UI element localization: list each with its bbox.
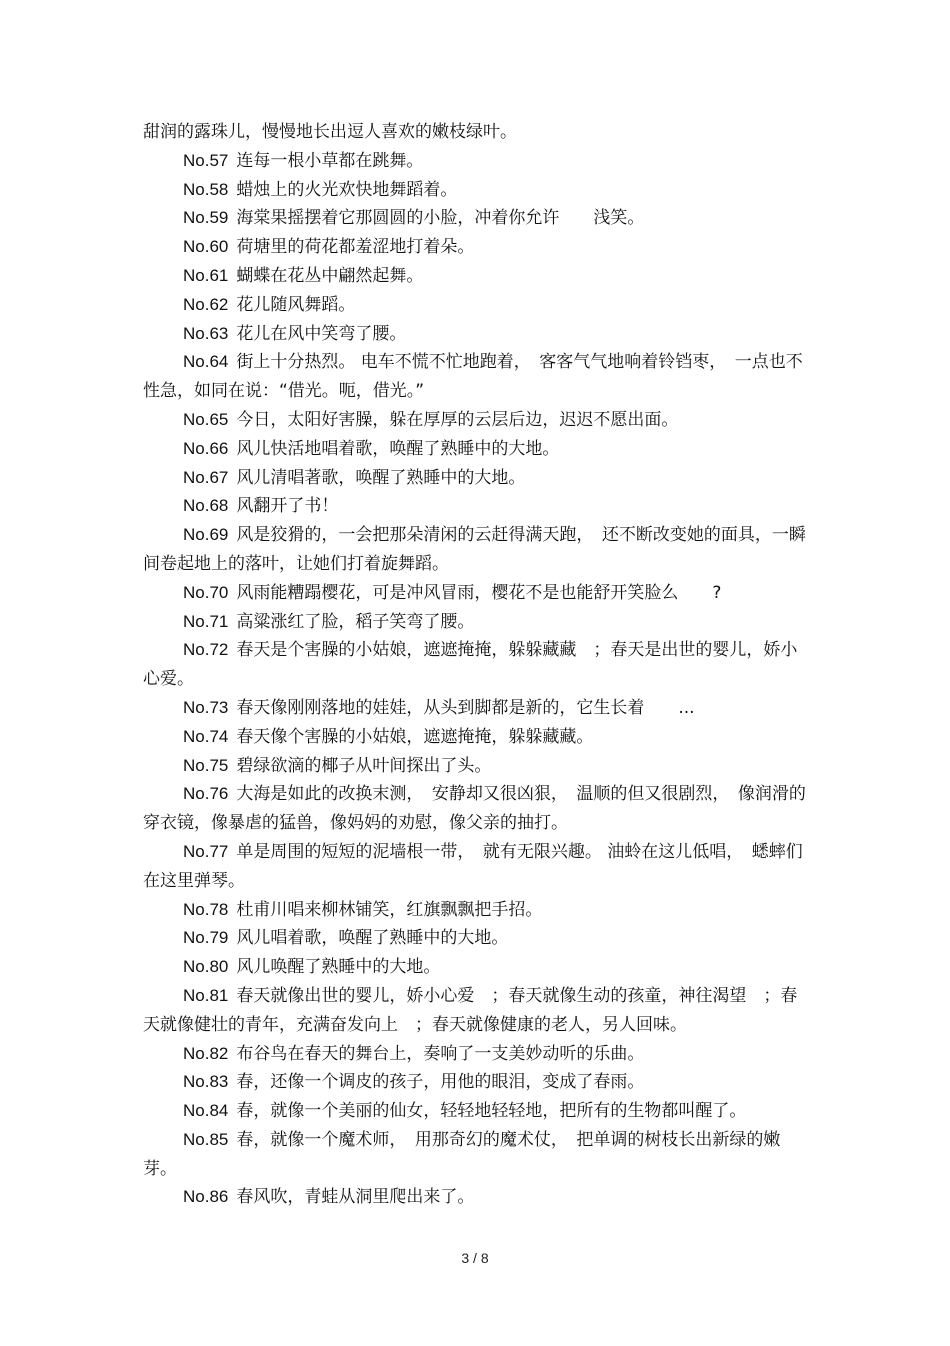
entry-number: No.63 [183, 323, 229, 343]
entry-number: No.77 [183, 841, 229, 861]
entry-text: 碧绿欲滴的椰子从叶间探出了头。 [236, 755, 492, 776]
list-item [143, 752, 813, 781]
entry-text: 风儿清唱著歌，唤醒了熟睡中的大地。 [236, 467, 526, 488]
list-item [143, 953, 813, 982]
list-item [143, 838, 813, 896]
entry-text: 风儿唤醒了熟睡中的大地。 [236, 957, 441, 978]
entry-number: No.64 [183, 352, 229, 372]
entry-text: 风翻开了书！ [236, 496, 339, 517]
entry-text: 布谷鸟在春天的舞台上，奏响了一支美妙动听的乐曲。 [236, 1043, 645, 1064]
page-number: 3 / 8 [461, 1250, 489, 1266]
list-item [143, 262, 813, 291]
entry-number: No.81 [183, 985, 229, 1005]
list-item [143, 723, 813, 752]
entry-number: No.82 [183, 1043, 229, 1063]
entry-number: No.83 [183, 1072, 229, 1092]
entry-number: No.76 [183, 784, 229, 804]
entry-text: 高粱涨红了脸，稻子笑弯了腰。 [236, 611, 475, 632]
list-item [143, 1040, 813, 1069]
entry-text: 荷塘里的荷花都羞涩地打着朵。 [236, 237, 475, 258]
entry-text: 风是狡猾的，一会把那朵清闲的云赶得满天跑， 还不断改变她的面具，一瞬间卷起地上的落叶，让她们打着旋舞蹈。 [143, 525, 806, 574]
list-item [143, 233, 813, 262]
list-item [143, 1126, 813, 1184]
entry-number: No.72 [183, 640, 229, 660]
entry-text: 花儿在风中笑弯了腰。 [236, 323, 407, 344]
entry-number: No.85 [183, 1129, 229, 1149]
list-item [143, 204, 813, 233]
entry-number: No.66 [183, 438, 229, 458]
list-item [143, 406, 813, 435]
entry-text: 蜡烛上的火光欢快地舞蹈着。 [236, 179, 458, 200]
entry-number: No.86 [183, 1187, 229, 1207]
lead-line: 甜润的露珠儿，慢慢地长出逗人喜欢的嫩枝绿叶。 [143, 122, 517, 142]
entry-number: No.84 [183, 1101, 229, 1121]
entry-text: 春风吹，青蛙从洞里爬出来了。 [236, 1187, 475, 1208]
list-item [143, 291, 813, 320]
entry-text: 风儿快活地唱着歌，唤醒了熟睡中的大地。 [236, 438, 560, 459]
entry-text: 杜甫川唱来柳林铺笑，红旗飘飘把手招。 [236, 899, 543, 920]
entry-number: No.79 [183, 928, 229, 948]
list-item [143, 348, 813, 406]
list-item [143, 636, 813, 694]
entry-text: 春天就像出世的婴儿，娇小心爱 ；春天就像生动的孩童，神往渴望 ；春天就像健壮的青年，充满奋发向上 ；春天就像健康的老人，另人回味。 [143, 985, 798, 1035]
entry-number: No.80 [183, 957, 229, 977]
document-body [143, 118, 813, 1212]
entry-number: No.67 [183, 467, 229, 487]
entry-number: No.73 [183, 697, 229, 717]
entry-text: 春天像个害臊的小姑娘，遮遮掩掩，躲躲藏藏。 [236, 726, 594, 747]
entry-text: 连每一根小草都在跳舞。 [236, 150, 424, 171]
list-item [143, 579, 813, 608]
entry-text: 春天像刚刚落地的娃娃，从头到脚都是新的，它生长着 ... [236, 697, 695, 718]
entry-text: 风雨能糟蹋樱花，可是冲风冒雨，樱花不是也能舒开笑脸么 ? [236, 582, 722, 603]
entry-number: No.71 [183, 611, 229, 631]
entry-text: 大海是如此的改换末测， 安静却又很凶狠， 温顺的但又很剧烈， 像润滑的穿衣镜，像暴虐的猛兽，像妈妈的劝慰，像父亲的抽打。 [143, 784, 806, 834]
entry-list [143, 147, 813, 1212]
list-item [143, 924, 813, 953]
list-item [143, 435, 813, 464]
entry-text: 花儿随风舞蹈。 [236, 294, 356, 315]
entry-number: No.62 [183, 294, 229, 314]
entry-number: No.58 [183, 179, 229, 199]
entry-text: 蝴蝶在花丛中翩然起舞。 [236, 265, 424, 286]
list-item [143, 608, 813, 637]
list-item [143, 982, 813, 1040]
list-item [143, 896, 813, 925]
list-item [143, 1183, 813, 1212]
entry-number: No.61 [183, 265, 229, 285]
entry-number: No.59 [183, 208, 229, 228]
entry-number: No.60 [183, 237, 229, 257]
entry-text: 春，就像一个魔术师， 用那奇幻的魔术仗， 把单调的树枝长出新绿的嫩芽。 [143, 1129, 781, 1179]
entry-text: 海棠果摇摆着它那圆圆的小脸，冲着你允许 浅笑。 [236, 208, 645, 229]
list-item [143, 176, 813, 205]
entry-text: 街上十分热烈。 电车不慌不忙地跑着， 客客气气地响着铃铛枣， 一点也不性急，如同在说：“借光。呃，借光。” [143, 352, 803, 402]
list-item [143, 694, 813, 723]
entry-text: 风儿唱着歌，唤醒了熟睡中的大地。 [236, 928, 509, 949]
list-item [143, 1097, 813, 1126]
entry-text: 春，就像一个美丽的仙女，轻轻地轻轻地，把所有的生物都叫醒了。 [236, 1101, 747, 1122]
list-item [143, 780, 813, 838]
entry-number: No.75 [183, 755, 229, 775]
entry-number: No.57 [183, 150, 229, 170]
list-item [143, 147, 813, 176]
list-item [143, 1068, 813, 1097]
entry-number: No.78 [183, 899, 229, 919]
entry-number: No.68 [183, 496, 229, 516]
entry-number: No.70 [183, 582, 229, 602]
list-item [143, 464, 813, 493]
entry-text: 今日，太阳好害臊，躲在厚厚的云层后边，迟迟不愿出面。 [236, 409, 679, 430]
list-item [143, 492, 813, 521]
list-item [143, 320, 813, 349]
entry-number: No.74 [183, 726, 229, 746]
entry-number: No.69 [183, 525, 229, 545]
entry-text: 单是周围的短短的泥墙根一带， 就有无限兴趣。 油蛉在这儿低唱， 蟋蟀们在这里弹琴。 [143, 841, 803, 891]
entry-number: No.65 [183, 409, 229, 429]
entry-text: 春，还像一个调皮的孩子，用他的眼泪，变成了春雨。 [236, 1072, 645, 1093]
list-item [143, 521, 813, 579]
entry-text: 春天是个害臊的小姑娘，遮遮掩掩，躲躲藏藏 ；春天是出世的婴儿，娇小心爱。 [143, 640, 798, 690]
